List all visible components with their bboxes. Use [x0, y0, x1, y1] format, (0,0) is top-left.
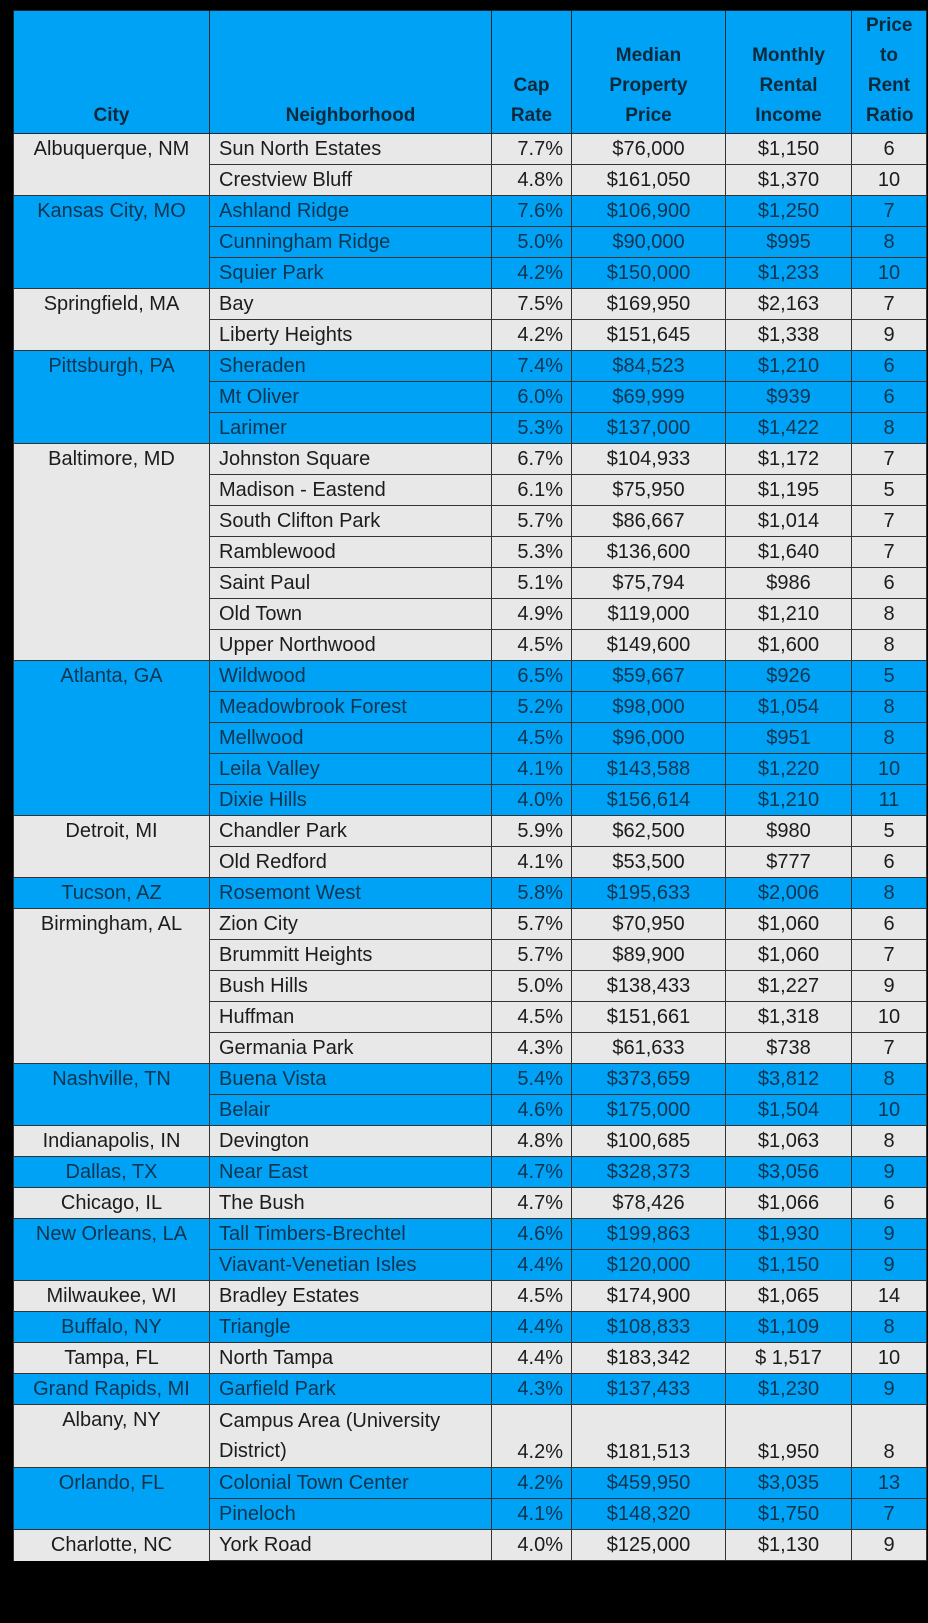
- rental-income-cell: $926: [726, 661, 852, 692]
- ratio-cell: 7: [852, 940, 927, 971]
- median-price-cell: $195,633: [572, 878, 726, 909]
- cap-rate-cell: 7.5%: [492, 289, 572, 320]
- rental-income-cell: $1,950: [726, 1405, 852, 1468]
- median-price-cell: $90,000: [572, 227, 726, 258]
- neighborhood-cell: Wildwood: [210, 661, 492, 692]
- ratio-cell: 9: [852, 320, 927, 351]
- cap-rate-cell: 4.3%: [492, 1374, 572, 1405]
- cap-rate-cell: 7.7%: [492, 134, 572, 165]
- rental-income-cell: $1,233: [726, 258, 852, 289]
- rental-income-cell: $1,130: [726, 1530, 852, 1561]
- cap-rate-cell: 5.8%: [492, 878, 572, 909]
- neighborhood-cell: Bay: [210, 289, 492, 320]
- median-price-cell: $96,000: [572, 723, 726, 754]
- cap-rate-cell: 4.4%: [492, 1312, 572, 1343]
- ratio-cell: 10: [852, 1002, 927, 1033]
- cap-rate-cell: 4.1%: [492, 847, 572, 878]
- cap-rate-cell: 4.8%: [492, 1126, 572, 1157]
- neighborhood-cell: York Road: [210, 1530, 492, 1561]
- rental-income-cell: $738: [726, 1033, 852, 1064]
- median-price-cell: $125,000: [572, 1530, 726, 1561]
- city-cell: Albany, NY: [14, 1405, 210, 1468]
- city-cell: Kansas City, MO: [14, 196, 210, 289]
- median-price-cell: $143,588: [572, 754, 726, 785]
- neighborhood-cell: Chandler Park: [210, 816, 492, 847]
- neighborhood-cell: Campus Area (University District): [210, 1405, 492, 1468]
- rental-income-cell: $777: [726, 847, 852, 878]
- ratio-cell: 8: [852, 1405, 927, 1468]
- neighborhood-cell: Garfield Park: [210, 1374, 492, 1405]
- rental-income-cell: $939: [726, 382, 852, 413]
- median-price-cell: $151,645: [572, 320, 726, 351]
- city-cell: Milwaukee, WI: [14, 1281, 210, 1312]
- median-price-cell: $120,000: [572, 1250, 726, 1281]
- median-price-cell: $104,933: [572, 444, 726, 475]
- cap-rate-cell: 4.5%: [492, 723, 572, 754]
- cap-rate-cell: 7.4%: [492, 351, 572, 382]
- ratio-cell: 9: [852, 1157, 927, 1188]
- table-row: [14, 351, 927, 382]
- neighborhood-cell: Ramblewood: [210, 537, 492, 568]
- median-price-cell: $181,513: [572, 1405, 726, 1468]
- ratio-cell: 7: [852, 537, 927, 568]
- rental-income-cell: $1,930: [726, 1219, 852, 1250]
- neighborhood-cell: Meadowbrook Forest: [210, 692, 492, 723]
- ratio-cell: 9: [852, 971, 927, 1002]
- rental-income-cell: $986: [726, 568, 852, 599]
- table-row: [14, 1219, 927, 1250]
- median-price-cell: $161,050: [572, 165, 726, 196]
- rental-income-cell: $1,060: [726, 940, 852, 971]
- table-row: [14, 196, 927, 227]
- median-price-cell: $98,000: [572, 692, 726, 723]
- cap-rate-cell: 5.7%: [492, 909, 572, 940]
- table-row: [14, 1530, 927, 1561]
- cap-rate-cell: 4.6%: [492, 1219, 572, 1250]
- rental-income-cell: $1,109: [726, 1312, 852, 1343]
- header-cap-rate: Cap Rate: [492, 11, 572, 134]
- ratio-cell: 10: [852, 754, 927, 785]
- neighborhood-cell: Old Town: [210, 599, 492, 630]
- median-price-cell: $100,685: [572, 1126, 726, 1157]
- neighborhood-cell: Sun North Estates: [210, 134, 492, 165]
- ratio-cell: 6: [852, 1188, 927, 1219]
- cap-rate-cell: 4.1%: [492, 754, 572, 785]
- rental-income-cell: $1,600: [726, 630, 852, 661]
- city-cell: Springfield, MA: [14, 289, 210, 351]
- ratio-cell: 8: [852, 630, 927, 661]
- rental-income-cell: $2,006: [726, 878, 852, 909]
- neighborhood-cell: Devington: [210, 1126, 492, 1157]
- median-price-cell: $137,433: [572, 1374, 726, 1405]
- rental-income-cell: $1,150: [726, 134, 852, 165]
- cap-rate-cell: 5.0%: [492, 227, 572, 258]
- cap-rate-cell: 4.2%: [492, 258, 572, 289]
- cap-rate-cell: 4.2%: [492, 320, 572, 351]
- cap-rate-cell: 4.5%: [492, 1002, 572, 1033]
- header-median-price: Median Property Price: [572, 11, 726, 134]
- median-price-cell: $62,500: [572, 816, 726, 847]
- median-price-cell: $373,659: [572, 1064, 726, 1095]
- rental-income-cell: $1,422: [726, 413, 852, 444]
- ratio-cell: 10: [852, 165, 927, 196]
- table-row: [14, 1405, 927, 1468]
- rental-income-cell: $951: [726, 723, 852, 754]
- rental-income-cell: $1,066: [726, 1188, 852, 1219]
- neighborhood-cell: Ashland Ridge: [210, 196, 492, 227]
- cap-rate-cell: 6.0%: [492, 382, 572, 413]
- median-price-cell: $199,863: [572, 1219, 726, 1250]
- city-cell: Albuquerque, NM: [14, 134, 210, 196]
- cap-rate-cell: 4.2%: [492, 1405, 572, 1468]
- ratio-cell: 6: [852, 909, 927, 940]
- header-ratio: Price to Rent Ratio: [852, 11, 927, 134]
- ratio-cell: 13: [852, 1468, 927, 1499]
- rental-income-cell: $3,056: [726, 1157, 852, 1188]
- table-frame: [6, 4, 924, 1618]
- median-price-cell: $53,500: [572, 847, 726, 878]
- city-cell: Birmingham, AL: [14, 909, 210, 1064]
- rental-income-cell: $1,250: [726, 196, 852, 227]
- ratio-cell: 5: [852, 475, 927, 506]
- city-cell: Dallas, TX: [14, 1157, 210, 1188]
- ratio-cell: 7: [852, 289, 927, 320]
- rental-income-cell: $1,063: [726, 1126, 852, 1157]
- table-row: [14, 1312, 927, 1343]
- neighborhood-cell: Squier Park: [210, 258, 492, 289]
- rental-income-cell: $1,014: [726, 506, 852, 537]
- ratio-cell: 7: [852, 444, 927, 475]
- city-cell: Charlotte, NC: [14, 1530, 210, 1561]
- table-row: [14, 1188, 927, 1219]
- table-row: [14, 1064, 927, 1095]
- ratio-cell: 8: [852, 1312, 927, 1343]
- cap-rate-cell: 5.3%: [492, 413, 572, 444]
- ratio-cell: 5: [852, 661, 927, 692]
- neighborhood-cell: Viavant-Venetian Isles: [210, 1250, 492, 1281]
- median-price-cell: $183,342: [572, 1343, 726, 1374]
- neighborhood-cell: Crestview Bluff: [210, 165, 492, 196]
- city-cell: Atlanta, GA: [14, 661, 210, 816]
- cap-rate-cell: 4.7%: [492, 1188, 572, 1219]
- neighborhood-cell: Tall Timbers-Brechtel: [210, 1219, 492, 1250]
- neighborhood-cell: Germania Park: [210, 1033, 492, 1064]
- neighborhood-cell: Leila Valley: [210, 754, 492, 785]
- neighborhood-cell: Zion City: [210, 909, 492, 940]
- neighborhood-cell: Triangle: [210, 1312, 492, 1343]
- ratio-cell: 6: [852, 847, 927, 878]
- median-price-cell: $84,523: [572, 351, 726, 382]
- rental-income-cell: $1,220: [726, 754, 852, 785]
- ratio-cell: 6: [852, 351, 927, 382]
- median-price-cell: $150,000: [572, 258, 726, 289]
- table-row: [14, 1468, 927, 1499]
- median-price-cell: $151,661: [572, 1002, 726, 1033]
- median-price-cell: $78,426: [572, 1188, 726, 1219]
- table-row: [14, 134, 927, 165]
- cap-rate-cell: 5.0%: [492, 971, 572, 1002]
- ratio-cell: 7: [852, 1033, 927, 1064]
- table-row: [14, 909, 927, 940]
- cap-rate-cell: 4.0%: [492, 785, 572, 816]
- neighborhood-cell: Cunningham Ridge: [210, 227, 492, 258]
- ratio-cell: 6: [852, 134, 927, 165]
- median-price-cell: $89,900: [572, 940, 726, 971]
- rental-income-cell: $1,318: [726, 1002, 852, 1033]
- median-price-cell: $149,600: [572, 630, 726, 661]
- ratio-cell: 10: [852, 1095, 927, 1126]
- ratio-cell: 10: [852, 258, 927, 289]
- rental-income-cell: $1,370: [726, 165, 852, 196]
- cap-rate-cell: 4.3%: [492, 1033, 572, 1064]
- ratio-cell: 8: [852, 723, 927, 754]
- rental-income-cell: $1,227: [726, 971, 852, 1002]
- neighborhood-cell: Belair: [210, 1095, 492, 1126]
- table-row: [14, 1281, 927, 1312]
- city-cell: Tampa, FL: [14, 1343, 210, 1374]
- rental-income-cell: $2,163: [726, 289, 852, 320]
- ratio-cell: 9: [852, 1530, 927, 1561]
- neighborhood-cell: Buena Vista: [210, 1064, 492, 1095]
- city-cell: Pittsburgh, PA: [14, 351, 210, 444]
- median-price-cell: $75,794: [572, 568, 726, 599]
- rental-income-cell: $1,230: [726, 1374, 852, 1405]
- table-row: [14, 1374, 927, 1405]
- ratio-cell: 7: [852, 506, 927, 537]
- median-price-cell: $86,667: [572, 506, 726, 537]
- table-row: [14, 816, 927, 847]
- ratio-cell: 8: [852, 413, 927, 444]
- rental-income-cell: $3,812: [726, 1064, 852, 1095]
- ratio-cell: 8: [852, 1126, 927, 1157]
- rental-income-cell: $1,060: [726, 909, 852, 940]
- city-cell: Tucson, AZ: [14, 878, 210, 909]
- rental-income-cell: $1,210: [726, 351, 852, 382]
- ratio-cell: 14: [852, 1281, 927, 1312]
- rental-income-cell: $1,195: [726, 475, 852, 506]
- neighborhood-cell: Johnston Square: [210, 444, 492, 475]
- neighborhood-cell: North Tampa: [210, 1343, 492, 1374]
- ratio-cell: 9: [852, 1374, 927, 1405]
- header-row: [14, 11, 927, 134]
- neighborhood-cell: Mt Oliver: [210, 382, 492, 413]
- cap-rate-cell: 5.4%: [492, 1064, 572, 1095]
- rental-income-cell: $1,338: [726, 320, 852, 351]
- median-price-cell: $156,614: [572, 785, 726, 816]
- cap-rate-cell: 5.2%: [492, 692, 572, 723]
- cap-rate-cell: 6.1%: [492, 475, 572, 506]
- rental-income-cell: $980: [726, 816, 852, 847]
- header-neighborhood: Neighborhood: [210, 11, 492, 134]
- rental-income-cell: $ 1,517: [726, 1343, 852, 1374]
- neighborhood-cell: Madison - Eastend: [210, 475, 492, 506]
- median-price-cell: $59,667: [572, 661, 726, 692]
- cap-rate-cell: 4.0%: [492, 1530, 572, 1561]
- neighborhood-cell: Colonial Town Center: [210, 1468, 492, 1499]
- neighborhood-cell: Bradley Estates: [210, 1281, 492, 1312]
- neighborhood-cell: Upper Northwood: [210, 630, 492, 661]
- median-price-cell: $459,950: [572, 1468, 726, 1499]
- neighborhood-cell: Larimer: [210, 413, 492, 444]
- rental-income-cell: $1,640: [726, 537, 852, 568]
- cap-rate-cell: 5.7%: [492, 506, 572, 537]
- rental-income-cell: $1,210: [726, 785, 852, 816]
- ratio-cell: 7: [852, 1499, 927, 1530]
- cap-rate-cell: 5.9%: [492, 816, 572, 847]
- median-price-cell: $61,633: [572, 1033, 726, 1064]
- cap-rate-cell: 5.7%: [492, 940, 572, 971]
- cap-rate-cell: 5.3%: [492, 537, 572, 568]
- ratio-cell: 11: [852, 785, 927, 816]
- city-cell: Nashville, TN: [14, 1064, 210, 1126]
- median-price-cell: $75,950: [572, 475, 726, 506]
- neighborhood-cell: South Clifton Park: [210, 506, 492, 537]
- ratio-cell: 9: [852, 1250, 927, 1281]
- median-price-cell: $136,600: [572, 537, 726, 568]
- rental-income-cell: $1,210: [726, 599, 852, 630]
- neighborhood-cell: Dixie Hills: [210, 785, 492, 816]
- ratio-cell: 7: [852, 196, 927, 227]
- median-price-cell: $69,999: [572, 382, 726, 413]
- median-price-cell: $106,900: [572, 196, 726, 227]
- ratio-cell: 8: [852, 1064, 927, 1095]
- rental-income-cell: $1,065: [726, 1281, 852, 1312]
- real-estate-table: [13, 10, 927, 1561]
- cap-rate-cell: 5.1%: [492, 568, 572, 599]
- cap-rate-cell: 4.6%: [492, 1095, 572, 1126]
- rental-income-cell: $1,172: [726, 444, 852, 475]
- neighborhood-cell: Rosemont West: [210, 878, 492, 909]
- neighborhood-cell: Liberty Heights: [210, 320, 492, 351]
- cap-rate-cell: 4.1%: [492, 1499, 572, 1530]
- cap-rate-cell: 4.7%: [492, 1157, 572, 1188]
- median-price-cell: $169,950: [572, 289, 726, 320]
- cap-rate-cell: 4.4%: [492, 1250, 572, 1281]
- median-price-cell: $148,320: [572, 1499, 726, 1530]
- neighborhood-cell: Pineloch: [210, 1499, 492, 1530]
- city-cell: Orlando, FL: [14, 1468, 210, 1530]
- ratio-cell: 8: [852, 692, 927, 723]
- cap-rate-cell: 6.5%: [492, 661, 572, 692]
- header-city: City: [14, 11, 210, 134]
- ratio-cell: 9: [852, 1219, 927, 1250]
- ratio-cell: 10: [852, 1343, 927, 1374]
- table-row: [14, 289, 927, 320]
- table-row: [14, 661, 927, 692]
- ratio-cell: 6: [852, 382, 927, 413]
- ratio-cell: 8: [852, 599, 927, 630]
- rental-income-cell: $3,035: [726, 1468, 852, 1499]
- rental-income-cell: $1,054: [726, 692, 852, 723]
- cap-rate-cell: 4.5%: [492, 630, 572, 661]
- ratio-cell: 5: [852, 816, 927, 847]
- median-price-cell: $108,833: [572, 1312, 726, 1343]
- cap-rate-cell: 4.4%: [492, 1343, 572, 1374]
- cap-rate-cell: 4.9%: [492, 599, 572, 630]
- rental-income-cell: $1,750: [726, 1499, 852, 1530]
- median-price-cell: $138,433: [572, 971, 726, 1002]
- neighborhood-cell: Huffman: [210, 1002, 492, 1033]
- median-price-cell: $328,373: [572, 1157, 726, 1188]
- median-price-cell: $175,000: [572, 1095, 726, 1126]
- neighborhood-cell: Brummitt Heights: [210, 940, 492, 971]
- neighborhood-cell: Old Redford: [210, 847, 492, 878]
- city-cell: New Orleans, LA: [14, 1219, 210, 1281]
- ratio-cell: 8: [852, 227, 927, 258]
- neighborhood-cell: Sheraden: [210, 351, 492, 382]
- city-cell: Detroit, MI: [14, 816, 210, 878]
- table-row: [14, 878, 927, 909]
- city-cell: Buffalo, NY: [14, 1312, 210, 1343]
- cap-rate-cell: 4.8%: [492, 165, 572, 196]
- median-price-cell: $119,000: [572, 599, 726, 630]
- median-price-cell: $76,000: [572, 134, 726, 165]
- median-price-cell: $137,000: [572, 413, 726, 444]
- cap-rate-cell: 6.7%: [492, 444, 572, 475]
- median-price-cell: $70,950: [572, 909, 726, 940]
- table-row: [14, 1126, 927, 1157]
- table-row: [14, 1343, 927, 1374]
- city-cell: Indianapolis, IN: [14, 1126, 210, 1157]
- city-cell: Baltimore, MD: [14, 444, 210, 661]
- ratio-cell: 8: [852, 878, 927, 909]
- ratio-cell: 6: [852, 568, 927, 599]
- cap-rate-cell: 4.5%: [492, 1281, 572, 1312]
- rental-income-cell: $1,150: [726, 1250, 852, 1281]
- neighborhood-cell: Bush Hills: [210, 971, 492, 1002]
- cap-rate-cell: 7.6%: [492, 196, 572, 227]
- rental-income-cell: $995: [726, 227, 852, 258]
- table-body: [14, 134, 927, 1561]
- neighborhood-cell: Mellwood: [210, 723, 492, 754]
- rental-income-cell: $1,504: [726, 1095, 852, 1126]
- table-row: [14, 1157, 927, 1188]
- city-cell: Chicago, IL: [14, 1188, 210, 1219]
- city-cell: Grand Rapids, MI: [14, 1374, 210, 1405]
- neighborhood-cell: Near East: [210, 1157, 492, 1188]
- neighborhood-cell: The Bush: [210, 1188, 492, 1219]
- header-rental-income: Monthly Rental Income: [726, 11, 852, 134]
- neighborhood-cell: Saint Paul: [210, 568, 492, 599]
- median-price-cell: $174,900: [572, 1281, 726, 1312]
- cap-rate-cell: 4.2%: [492, 1468, 572, 1499]
- table-row: [14, 444, 927, 475]
